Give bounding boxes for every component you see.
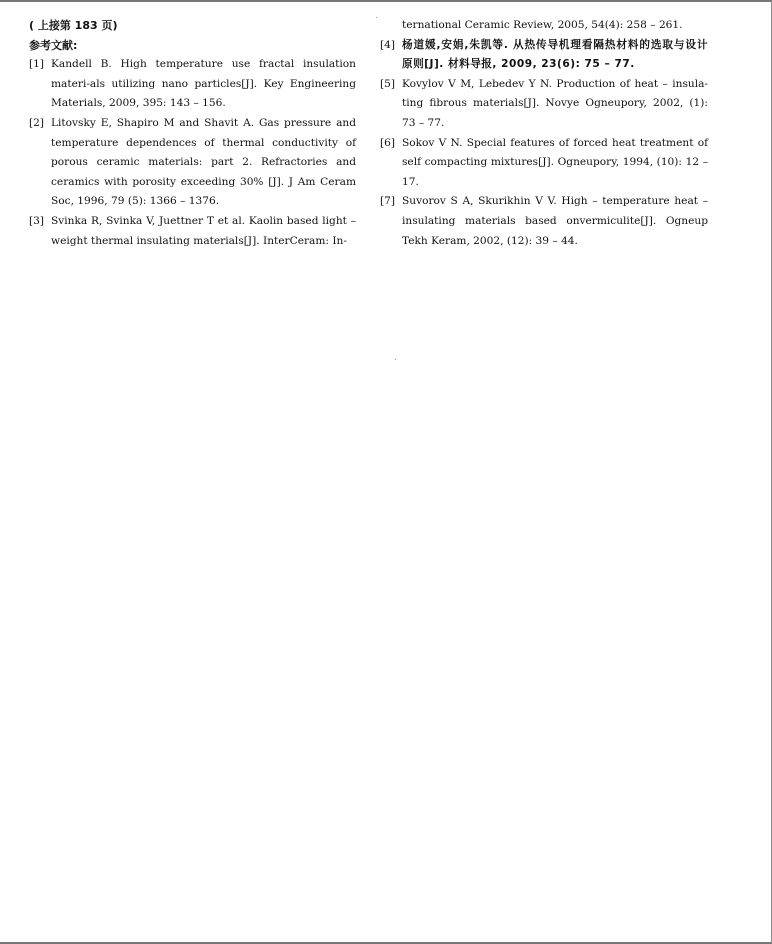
reference-item-6 (380, 134, 708, 193)
reference-text: Kovylov V M, Lebedev Y N. Production of heat – insula-ting fibrous materials[J]. Novye Ogneupory, 2002, (1): 73 – 77. (402, 77, 708, 129)
reference-text: Svinka R, Svinka V, Juettner T et al. Kaolin based light – weight thermal insulating materials[J]. InterCeram: In- (51, 214, 356, 247)
reference-number: [5] (380, 77, 396, 90)
reference-text: Litovsky E, Shapiro M and Shavit A. Gas pressure and temperature dependences of thermal conductivity of porous ceramic materials: part 2. Refractories and ceramics with porosity exceeding 30% [J]. J Am Ceram Soc, 1996, 79 (5): 1366 – 1376. (51, 116, 356, 208)
reference-continuation-3: ternational Ceramic Review, 2005, 54(4): 258 – 261. (402, 19, 683, 31)
scan-speck (376, 17, 377, 18)
reference-item-3 (29, 212, 356, 251)
reference-number: [3] (29, 214, 45, 227)
reference-number: [2] (29, 116, 45, 129)
continued-note: ( 上接第 183 页) (29, 19, 118, 32)
reference-item-4 (380, 36, 708, 75)
reference-number: [1] (29, 58, 45, 71)
reference-number: [7] (380, 195, 396, 208)
reference-text: Sokov V N. Special features of forced heat treatment of self compacting mixtures[J]. Ogneupory, 1994, (10): 12 – 17. (402, 136, 708, 188)
reference-text: Suvorov S A, Skurikhin V V. High – temperature heat – insulating materials based onvermiculite[J]. Ogneup Tekh Keram, 2002, (12): 39 – 44. (402, 195, 708, 247)
reference-number: [4] (380, 38, 396, 51)
scan-speck (395, 359, 396, 360)
reference-item-1 (29, 55, 356, 114)
references-heading: 参考文献: (29, 38, 78, 52)
reference-number: [6] (380, 136, 396, 149)
reference-text: Kandell B. High temperature use fractal insulation materi-als utilizing nano particles[J]. Key Engineering Materials, 2009, 395: 143 – 156. (51, 58, 356, 110)
reference-item-5 (380, 75, 708, 134)
reference-item-2 (29, 114, 356, 212)
right-column (380, 16, 708, 251)
reference-text: 杨道媛,安娟,朱凯等. 从热传导机理看隔热材料的选取与设计原则[J]. 材料导报, 2009, 23(6): 75 – 77. (402, 38, 708, 71)
reference-item-7 (380, 192, 708, 251)
left-column (29, 16, 356, 251)
